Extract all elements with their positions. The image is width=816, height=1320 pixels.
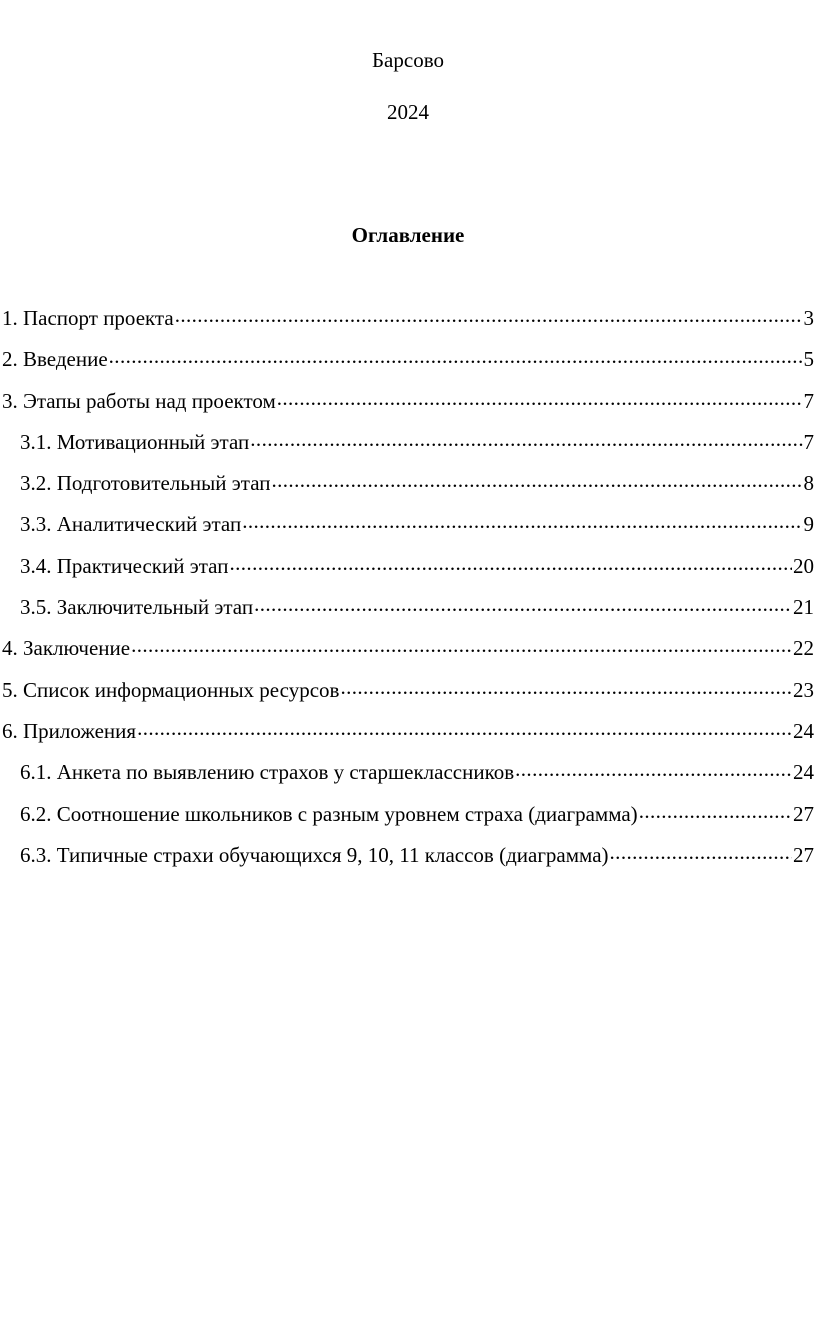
toc-entry-label: 3.4. Практический этап — [20, 553, 229, 578]
toc-entry[interactable] — [0, 635, 816, 676]
toc-entry[interactable] — [0, 305, 816, 346]
toc-entry-label: 6.1. Анкета по выявлению страхов у старшеклассников — [20, 760, 515, 785]
toc-dot-leader — [229, 555, 792, 573]
toc-entry-label: 6.2. Соотношение школьников с разным уровнем страха (диаграмма) — [20, 801, 638, 826]
table-of-contents — [0, 305, 816, 883]
toc-dot-leader — [250, 431, 802, 449]
toc-dot-leader — [109, 348, 803, 366]
toc-entry-page-number: 7 — [803, 429, 814, 454]
toc-dot-leader — [254, 596, 792, 614]
toc-entry-label: 3. Этапы работы над проектом — [2, 388, 276, 413]
toc-entry[interactable] — [0, 553, 816, 594]
toc-entry[interactable] — [0, 594, 816, 635]
toc-entry[interactable] — [0, 388, 816, 429]
toc-entry-label: 3.3. Аналитический этап — [20, 512, 242, 537]
toc-dot-leader — [610, 844, 792, 862]
toc-title: Оглавление — [351, 223, 465, 247]
toc-entry[interactable] — [0, 511, 816, 552]
toc-entry[interactable] — [0, 429, 816, 470]
toc-entry-label: 3.5. Заключительный этап — [20, 595, 254, 620]
city-name: Барсово — [372, 48, 444, 72]
toc-entry-page-number: 20 — [793, 553, 814, 578]
toc-dot-leader — [340, 679, 792, 697]
toc-entry[interactable] — [0, 470, 816, 511]
toc-entry-label: 3.1. Мотивационный этап — [20, 429, 250, 454]
toc-dot-leader — [277, 390, 803, 408]
toc-entry-page-number: 22 — [793, 636, 814, 661]
toc-entry-page-number: 9 — [803, 512, 814, 537]
toc-dot-leader — [515, 761, 792, 779]
toc-entry-label: 3.2. Подготовительный этап — [20, 471, 271, 496]
toc-entry-page-number: 21 — [793, 595, 814, 620]
year: 2024 — [387, 100, 429, 124]
toc-entry-label: 6.3. Типичные страхи обучающихся 9, 10, 11 классов (диаграмма) — [20, 842, 609, 867]
toc-dot-leader — [271, 472, 802, 490]
toc-entry-page-number: 24 — [793, 718, 814, 743]
toc-dot-leader — [639, 803, 792, 821]
toc-entry-page-number: 24 — [793, 760, 814, 785]
toc-entry-label: 6. Приложения — [2, 718, 137, 743]
toc-entry-page-number: 27 — [793, 842, 814, 867]
toc-dot-leader — [242, 513, 802, 531]
toc-entry-page-number: 27 — [793, 801, 814, 826]
toc-entry[interactable] — [0, 801, 816, 842]
toc-entry[interactable] — [0, 346, 816, 387]
toc-entry[interactable] — [0, 842, 816, 883]
toc-entry[interactable] — [0, 677, 816, 718]
toc-entry-page-number: 8 — [803, 471, 814, 496]
toc-entry-page-number: 3 — [803, 306, 814, 330]
toc-dot-leader — [175, 307, 803, 325]
toc-entry-label: 4. Заключение — [2, 636, 131, 661]
toc-entry-page-number: 23 — [793, 677, 814, 702]
toc-dot-leader — [137, 720, 792, 738]
toc-entry-label: 5. Список информационных ресурсов — [2, 677, 340, 702]
toc-entry-page-number: 7 — [803, 388, 814, 413]
toc-entry[interactable] — [0, 759, 816, 800]
toc-dot-leader — [131, 637, 792, 655]
toc-entry-page-number: 5 — [803, 347, 814, 372]
toc-entry[interactable] — [0, 718, 816, 759]
toc-entry-label: 2. Введение — [2, 347, 108, 372]
toc-entry-label: 1. Паспорт проекта — [2, 306, 174, 330]
